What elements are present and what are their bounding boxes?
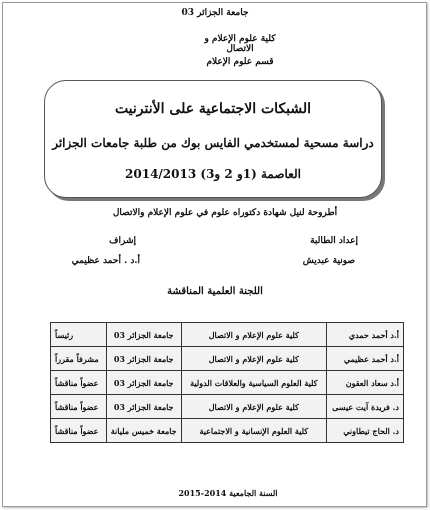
student-label: إعداد الطالبة [310,236,358,246]
jury-member-university: جامعة خميس مليانة [106,419,181,443]
table-row [51,395,404,419]
university-name: جامعة الجزائر 03 [181,8,249,18]
jury-member-university: جامعة الجزائر 03 [106,323,181,347]
jury-member-role: رئيساً [51,323,107,347]
faculty-name: كلية علوم الإعلام و الاتصال [204,34,276,54]
jury-table [50,322,404,443]
jury-member-university: جامعة الجزائر 03 [106,347,181,371]
jury-member-role: عضواً مناقشاً [51,371,107,395]
jury-member-faculty: كلية العلوم السياسية والعلاقات الدولية [181,371,326,395]
jury-member-name: أ.د أحمد حمدي [326,323,403,347]
jury-title: اللجنة العلمية المناقشة [167,286,263,297]
table-row [51,323,404,347]
jury-member-role: عضواً مناقشاً [51,419,107,443]
jury-member-name: د. الحاج تيطاوني [326,419,403,443]
table-row [51,347,404,371]
thesis-note: أطروحة لنيل شهادة دكتوراه علوم في علوم الإعلام والاتصال [112,208,338,218]
academic-year: السنة الجامعية 2014-2015 [178,488,278,498]
jury-member-faculty: كلية العلوم الإنسانية و الاجتماعية [181,419,326,443]
title-box [44,80,382,198]
department-name: قسم علوم الإعلام [206,57,274,67]
jury-member-name: د. فريدة آيت عيسى [326,395,403,419]
table-row [51,371,404,395]
supervisor-label: إشراف [109,236,136,246]
student-name: صونية عبديش [302,256,355,266]
jury-member-faculty: كلية علوم الإعلام و الاتصال [181,347,326,371]
supervisor-name: أ.د . أحمد عظيمي [71,256,140,266]
jury-member-faculty: كلية علوم الإعلام و الاتصال [181,395,326,419]
thesis-subtitle-line1: دراسة مسحية لمستخدمي الفايس بوك من طلبة جامعات الجزائر [52,136,374,150]
jury-member-role: مشرفاً مقرراً [51,347,107,371]
jury-member-university: جامعة الجزائر 03 [106,371,181,395]
jury-member-name: أ.د سعاد العقون [326,371,403,395]
jury-member-role: عضواً مناقشاً [51,395,107,419]
jury-member-faculty: كلية علوم الإعلام و الاتصال [181,323,326,347]
jury-member-university: جامعة الجزائر 03 [106,395,181,419]
thesis-title: الشبكات الاجتماعية على الأنترنيت [114,101,312,117]
thesis-subtitle-line2: العاصمة (1و 2 و3) 2014/2013 [125,167,301,181]
table-row [51,419,404,443]
jury-member-name: أ.د أحمد عظيمي [326,347,403,371]
